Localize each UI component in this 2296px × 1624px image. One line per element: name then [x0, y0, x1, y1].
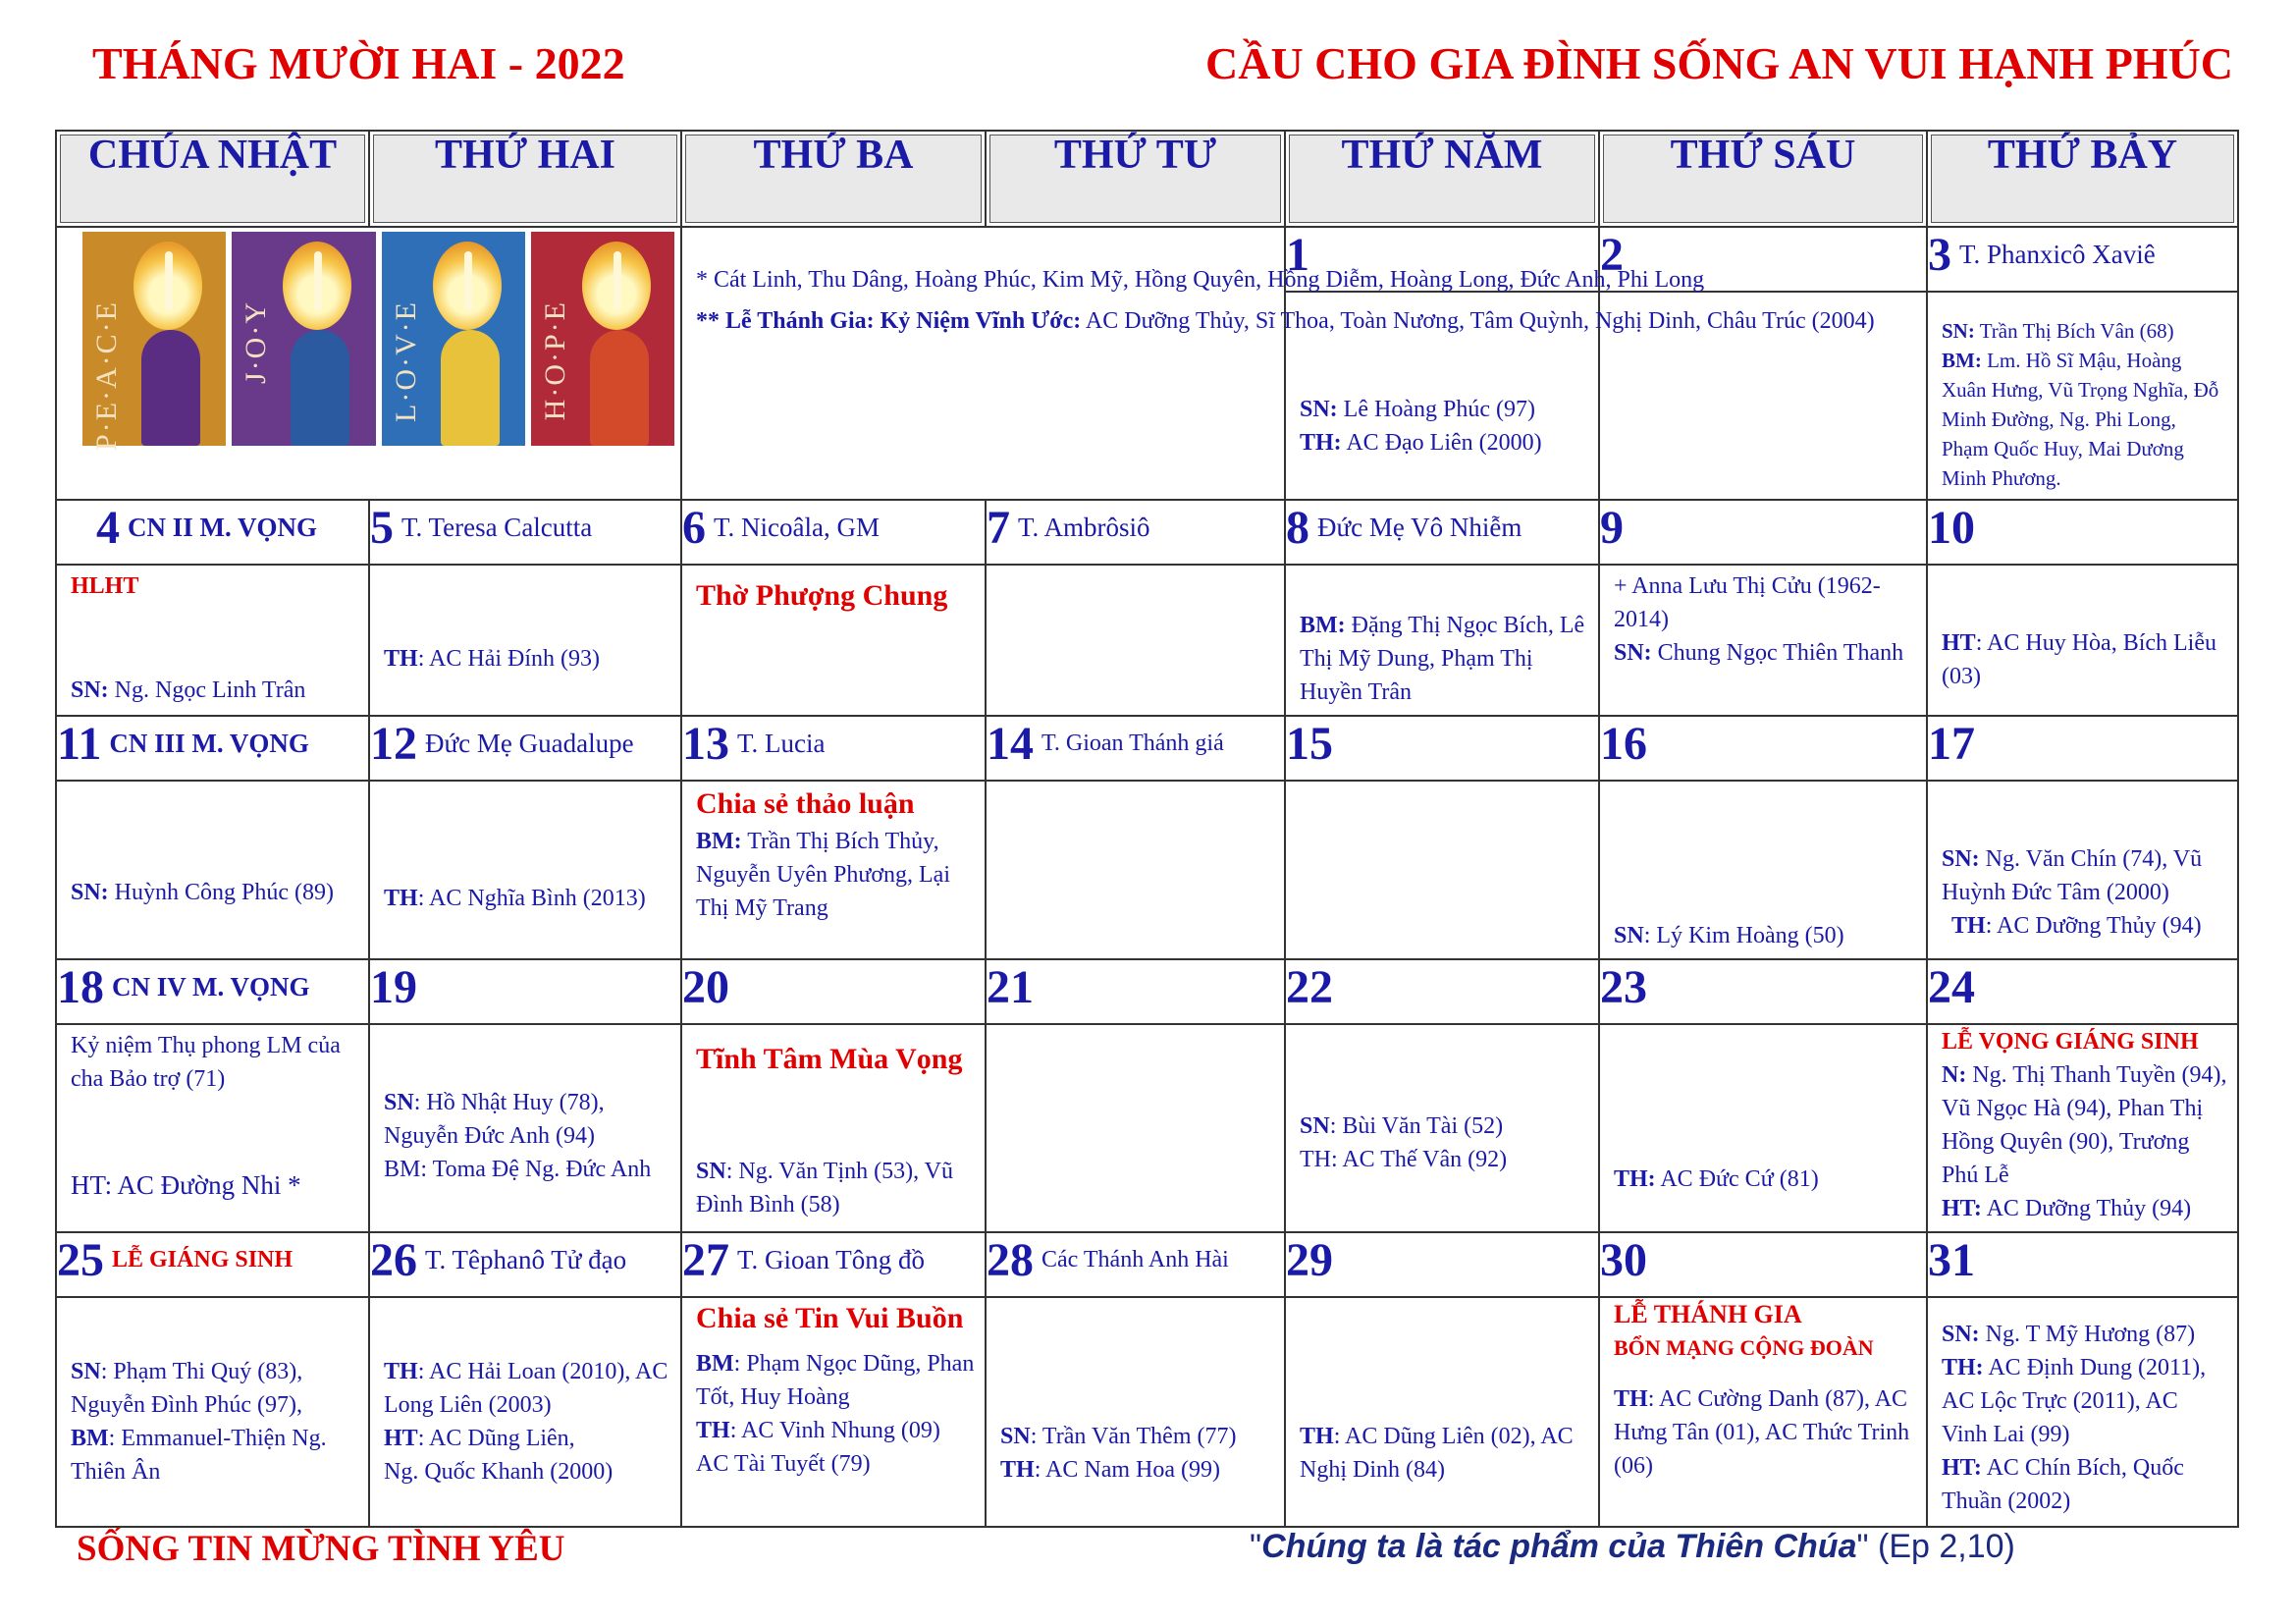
sn-text: Huỳnh Công Phúc (89) — [108, 880, 334, 905]
figure-illustration — [590, 330, 649, 446]
day-number: 3 — [1928, 229, 1951, 281]
day-9-header — [1599, 500, 1927, 565]
th-text-continued: AC Tài Tuyết (79) — [696, 1451, 871, 1477]
event-label: LỄ VỌNG GIÁNG SINH — [1942, 1029, 2199, 1055]
bm-label: BM: — [1300, 613, 1346, 638]
sn-label: SN: — [1942, 1322, 1980, 1347]
day-6-header — [681, 500, 986, 565]
day-10-header — [1927, 500, 2238, 565]
calendar-grid — [55, 130, 2239, 1528]
bm-text: Lm. Hồ Sĩ Mậu, Hoàng Xuân Hưng, Vũ Trọng Nghĩa, Đỗ Minh Đường, Ng. Phi Long, Phạm Quốc Huy, Mai Dương Minh Phương. — [1942, 349, 2219, 490]
feast-label: T. Teresa Calcutta — [401, 513, 593, 542]
day-31-content — [1927, 1297, 2238, 1527]
weekday-sunday: CHÚA NHẬT — [56, 131, 369, 227]
sn-text: : Ng. Văn Tịnh (53), Vũ Đình Bình (58) — [696, 1159, 954, 1218]
day-number: 21 — [987, 961, 1034, 1013]
day-number: 31 — [1928, 1234, 1975, 1286]
sn-label: SN — [1000, 1424, 1031, 1449]
figure-illustration — [141, 330, 200, 446]
day-4-content — [56, 565, 369, 716]
sn-text: : Bùi Văn Tài (52) — [1329, 1113, 1504, 1139]
day-number: 1 — [1286, 229, 1309, 281]
bm-text: Trần Thị Bích Thủy, Nguyễn Uyên Phương, Lại Thị Mỹ Trang — [696, 829, 950, 921]
sn-label: SN: — [71, 880, 109, 905]
day-29-header — [1285, 1232, 1599, 1297]
sn-label: SN — [696, 1159, 726, 1184]
n-text: Ng. Thị Thanh Tuyền (94), Vũ Ngọc Hà (94), Phan Thị Hồng Quyên (90), Trương Phú Lễ — [1942, 1062, 2227, 1188]
sn-label: SN — [71, 1359, 101, 1384]
event-label: Thờ Phượng Chung — [696, 579, 948, 612]
day-16-header — [1599, 716, 1927, 781]
th-text: : AC Nghĩa Bình (2013) — [417, 886, 646, 911]
feast-label: T. Gioan Tông đồ — [737, 1245, 925, 1274]
day-17-header — [1927, 716, 2238, 781]
bm-label: BM: — [1942, 349, 1982, 372]
candle-panel — [382, 232, 525, 446]
day-number: 6 — [682, 502, 706, 554]
bm-text: : Emmanuel-Thiện Ng. Thiên Ân — [71, 1426, 327, 1485]
day-22-content — [1285, 1024, 1599, 1232]
day-26-content — [369, 1297, 681, 1527]
th-label: TH — [696, 1418, 730, 1443]
day-21-header — [986, 959, 1285, 1024]
intro-line2-text: AC Dưỡng Thủy, Sĩ Thoa, Toàn Nương, Tâm Quỳnh, Nghị Dinh, Châu Trúc (2004) — [1081, 308, 1875, 334]
day-31-header — [1927, 1232, 2238, 1297]
figure-illustration — [291, 330, 349, 446]
memorial-text: + Anna Lưu Thị Cửu (1962-2014) — [1614, 573, 1881, 632]
sn-text: Ng. T Mỹ Hương (87) — [1979, 1322, 2196, 1347]
advent-candles-image — [56, 227, 681, 500]
day-number: 25 — [57, 1234, 104, 1286]
ht-label: HT — [384, 1426, 418, 1451]
sn-text: : Hồ Nhật Huy (78), Nguyễn Đức Anh (94) — [384, 1090, 605, 1149]
feast-label: T. Lucia — [737, 729, 826, 758]
th-text: : AC Vinh Nhung (09) — [729, 1418, 940, 1443]
quote-close: " (Ep 2,10) — [1856, 1528, 2015, 1565]
feast-label: CN II M. VỌNG — [128, 513, 318, 542]
footer-quote — [1250, 1528, 2015, 1566]
ht-text: HT: AC Đường Nhi * — [71, 1170, 301, 1200]
candle-icon — [314, 251, 322, 310]
day-23-content — [1599, 1024, 1927, 1232]
day-number: 23 — [1600, 961, 1647, 1013]
candle-word: L·O·V·E — [389, 300, 422, 422]
th-text: : AC Hải Đính (93) — [417, 646, 601, 672]
sn-text: : Trần Văn Thêm (77) — [1030, 1424, 1237, 1449]
feast-label: LỄ GIÁNG SINH — [112, 1247, 294, 1272]
calendar-title: THÁNG MƯỜI HAI - 2022 — [92, 38, 625, 88]
sn-text: Ng. Văn Chín (74), Vũ Huỳnh Đức Tâm (2000) — [1942, 846, 2203, 905]
bm-label: BM — [696, 1351, 734, 1377]
sn-label: SN — [1614, 923, 1644, 948]
day-number: 18 — [57, 961, 104, 1013]
day-18-content — [56, 1024, 369, 1232]
bm-label: BM — [71, 1426, 109, 1451]
feast-label: Đức Mẹ Vô Nhiễm — [1317, 513, 1522, 542]
day-12-header — [369, 716, 681, 781]
feast-label: CN III M. VỌNG — [109, 729, 309, 758]
th-label: TH: — [1942, 1355, 1984, 1380]
candle-icon — [165, 251, 173, 310]
th-label: TH — [384, 886, 418, 911]
day-3-header — [1927, 227, 2238, 292]
day-20-header — [681, 959, 986, 1024]
day-number: 27 — [682, 1234, 729, 1286]
feast-label: Các Thánh Anh Hài — [1041, 1247, 1229, 1272]
day-number: 7 — [987, 502, 1010, 554]
quote-open: " — [1250, 1528, 1262, 1565]
intro-line1: * Cát Linh, Thu Dâng, Hoàng Phúc, Kim Mỹ, Hồng Quyên, Hồng Diễm, Hoàng Long, Đức Anh, Phi Long — [696, 267, 1705, 293]
th-label: TH: — [1614, 1166, 1656, 1192]
th-text: : AC Cường Danh (87), AC Hưng Tân (01), AC Thức Trinh (06) — [1614, 1386, 1910, 1479]
th-label: TH — [1000, 1457, 1035, 1483]
day-9-content — [1599, 565, 1927, 716]
event-label: LỄ THÁNH GIA — [1614, 1300, 1802, 1328]
day-30-header — [1599, 1232, 1927, 1297]
day-10-content — [1927, 565, 2238, 716]
day-number: 9 — [1600, 502, 1624, 554]
day-number: 20 — [682, 961, 729, 1013]
day-3-content — [1927, 292, 2238, 500]
ht-text-continued: Ng. Quốc Khanh (2000) — [384, 1459, 614, 1485]
weekday-saturday: THỨ BẢY — [1927, 131, 2238, 227]
feast-label: T. Phanxicô Xaviê — [1959, 240, 2156, 269]
candle-word: P·E·A·C·E — [90, 300, 123, 451]
note-text: Kỷ niệm Thụ phong LM của cha Bảo trợ (71) — [71, 1033, 341, 1092]
weekday-thursday: THỨ NĂM — [1285, 131, 1599, 227]
day-20-content — [681, 1024, 986, 1232]
day-19-content — [369, 1024, 681, 1232]
day-11-header — [56, 716, 369, 781]
day-number: 16 — [1600, 718, 1647, 770]
day-number: 19 — [370, 961, 417, 1013]
sn-label: SN: — [1614, 640, 1652, 666]
day-15-header — [1285, 716, 1599, 781]
th-text: AC Đức Cứ (81) — [1655, 1166, 1819, 1192]
event-label: Chia sẻ thảo luận — [696, 787, 915, 820]
bm-text: Đặng Thị Ngọc Bích, Lê Thị Mỹ Dung, Phạm Thị Huyền Trân — [1300, 613, 1585, 705]
day-25-header — [56, 1232, 369, 1297]
day-27-content — [681, 1297, 986, 1527]
day-28-content — [986, 1297, 1285, 1527]
sn-text: Trần Thị Bích Vân (68) — [1974, 319, 2174, 343]
day-25-content — [56, 1297, 369, 1527]
feast-label: T. Nicoâla, GM — [714, 513, 880, 542]
day-number: 24 — [1928, 961, 1975, 1013]
day-8-header — [1285, 500, 1599, 565]
candle-panel — [82, 232, 226, 451]
day-22-header — [1285, 959, 1599, 1024]
footer-motto: SỐNG TIN MỪNG TÌNH YÊU — [77, 1529, 565, 1569]
feast-label: CN IV M. VỌNG — [112, 972, 310, 1001]
day-number: 22 — [1286, 961, 1333, 1013]
event-label: Tĩnh Tâm Mùa Vọng — [696, 1043, 963, 1075]
day-7-header — [986, 500, 1285, 565]
sn-label: SN — [1300, 1113, 1330, 1139]
th-label: TH — [1951, 913, 1986, 939]
bm-label: BM: — [696, 829, 742, 854]
day-number: 10 — [1928, 502, 1975, 554]
th-text: : AC Hải Loan (2010), AC Long Liên (2003) — [384, 1359, 668, 1418]
day-number: 17 — [1928, 718, 1975, 770]
day-number: 8 — [1286, 502, 1309, 554]
ht-text: AC Chín Bích, Quốc Thuần (2002) — [1942, 1455, 2184, 1514]
ht-text: : AC Dũng Liên, — [417, 1426, 575, 1451]
weekday-monday: THỨ HAI — [369, 131, 681, 227]
th-label: TH: — [1300, 430, 1342, 456]
day-29-content — [1285, 1297, 1599, 1527]
day-number: 12 — [370, 718, 417, 770]
sn-label: SN: — [1942, 846, 1980, 872]
day-21-content — [986, 1024, 1285, 1232]
event-label: HLHT — [71, 573, 139, 599]
day-4-header — [56, 500, 369, 565]
calendar-theme: CẦU CHO GIA ĐÌNH SỐNG AN VUI HẠNH PHÚC — [1205, 38, 2234, 88]
candle-icon — [614, 251, 621, 310]
weekday-header-row — [56, 131, 2238, 227]
day-23-header — [1599, 959, 1927, 1024]
day-number: 26 — [370, 1234, 417, 1286]
day-7-content — [986, 565, 1285, 716]
sn-text: Ng. Ngọc Linh Trân — [108, 677, 306, 703]
ht-text: : AC Huy Hòa, Bích Liễu (03) — [1942, 630, 2216, 689]
day-14-header — [986, 716, 1285, 781]
candle-panel — [232, 232, 375, 446]
ht-label: HT: — [1942, 1196, 1982, 1221]
day-number: 30 — [1600, 1234, 1647, 1286]
day-19-header — [369, 959, 681, 1024]
day-27-header — [681, 1232, 986, 1297]
th-text: : AC Dưỡng Thủy (94) — [1985, 913, 2202, 939]
bm-text: BM: Toma Đệ Ng. Đức Anh — [384, 1157, 652, 1182]
day-5-content — [369, 565, 681, 716]
ht-label: HT — [1942, 630, 1976, 656]
day-number: 13 — [682, 718, 729, 770]
event-label-secondary: BỔN MẠNG CỘNG ĐOÀN — [1614, 1335, 1874, 1360]
weekday-friday: THỨ SÁU — [1599, 131, 1927, 227]
n-label: N: — [1942, 1062, 1967, 1088]
sn-label: SN: — [71, 677, 109, 703]
day-30-content — [1599, 1297, 1927, 1527]
th-label: TH — [384, 1359, 418, 1384]
sn-label: SN: — [1300, 397, 1338, 422]
sn-text: : Lý Kim Hoàng (50) — [1643, 923, 1844, 948]
sn-text: : Phạm Thi Quý (83), Nguyễn Đình Phúc (97), — [71, 1359, 303, 1418]
day-14-content — [986, 781, 1285, 959]
bm-text: : Phạm Ngọc Dũng, Phan Tốt, Huy Hoàng — [696, 1351, 975, 1410]
day-8-content — [1285, 565, 1599, 716]
feast-label: Đức Mẹ Guadalupe — [425, 729, 634, 758]
candle-panel — [531, 232, 674, 446]
sn-text: Lê Hoàng Phúc (97) — [1337, 397, 1535, 422]
day-number: 11 — [57, 718, 102, 770]
day-number: 29 — [1286, 1234, 1333, 1286]
day-28-header — [986, 1232, 1285, 1297]
th-text: AC Đạo Liên (2000) — [1341, 430, 1542, 456]
candle-icon — [464, 251, 472, 310]
weekday-tuesday: THỨ BA — [681, 131, 986, 227]
ht-label: HT: — [1942, 1455, 1982, 1481]
day-number: 4 — [96, 502, 120, 554]
day-number: 14 — [987, 718, 1034, 770]
sn-label: SN — [384, 1090, 414, 1115]
sn-text: Chung Ngọc Thiên Thanh — [1651, 640, 1904, 666]
day-26-header — [369, 1232, 681, 1297]
th-text: AC Định Dung (2011), AC Lộc Trực (2011), AC Vinh Lai (99) — [1942, 1355, 2207, 1447]
th-text: TH: AC Thế Vân (92) — [1300, 1147, 1508, 1172]
day-15-content — [1285, 781, 1599, 959]
th-text: : AC Dũng Liên (02), AC Nghị Dinh (84) — [1300, 1424, 1574, 1483]
day-24-content — [1927, 1024, 2238, 1232]
day-13-content — [681, 781, 986, 959]
day-12-content — [369, 781, 681, 959]
th-text: : AC Nam Hoa (99) — [1034, 1457, 1220, 1483]
feast-label: T. Ambrôsiô — [1018, 513, 1150, 542]
day-18-header — [56, 959, 369, 1024]
sn-label: SN: — [1942, 319, 1975, 343]
ht-text: AC Dưỡng Thủy (94) — [1981, 1196, 2192, 1221]
day-number: 15 — [1286, 718, 1333, 770]
day-24-header — [1927, 959, 2238, 1024]
weekday-wednesday: THỨ TƯ — [986, 131, 1285, 227]
day-number: 2 — [1600, 229, 1624, 281]
day-number: 5 — [370, 502, 394, 554]
feast-label: T. Têphanô Tử đạo — [425, 1245, 627, 1274]
th-label: TH — [384, 646, 418, 672]
quote-text: Chúng ta là tác phẩm của Thiên Chúa — [1261, 1528, 1857, 1565]
candle-word: J·O·Y — [240, 300, 273, 384]
candle-word: H·O·P·E — [538, 300, 571, 421]
day-6-content — [681, 565, 986, 716]
day-5-header — [369, 500, 681, 565]
day-13-header — [681, 716, 986, 781]
day-16-content — [1599, 781, 1927, 959]
feast-label: T. Gioan Thánh giá — [1041, 731, 1224, 756]
intro-line2-label: ** Lễ Thánh Gia: Kỷ Niệm Vĩnh Ước: — [696, 308, 1082, 334]
figure-illustration — [441, 330, 500, 446]
day-number: 28 — [987, 1234, 1034, 1286]
event-label: Chia sẻ Tin Vui Buồn — [696, 1302, 964, 1334]
th-label: TH — [1614, 1386, 1648, 1412]
day-17-content — [1927, 781, 2238, 959]
day-11-content — [56, 781, 369, 959]
th-label: TH — [1300, 1424, 1334, 1449]
